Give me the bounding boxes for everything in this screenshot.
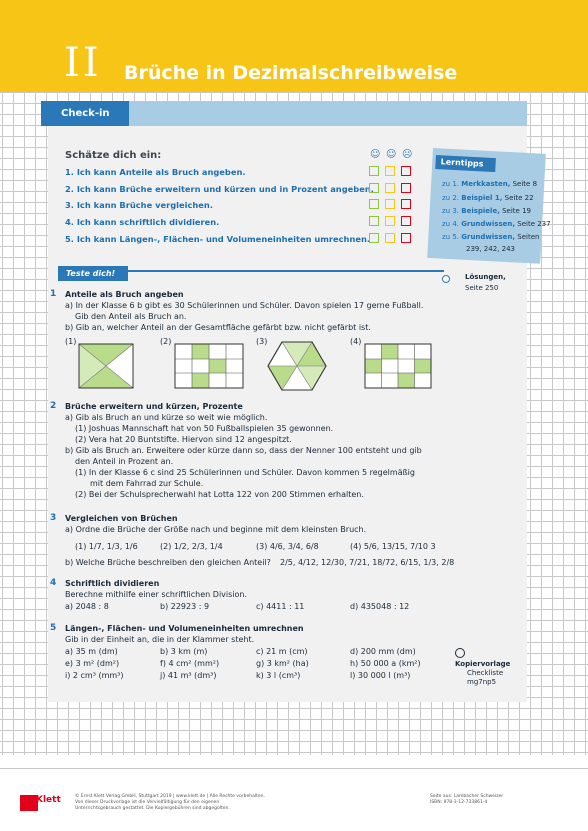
rating-checkbox[interactable]	[385, 216, 395, 226]
fraction-list: 2/5, 4/12, 12/30, 7/21, 18/72, 6/15, 1/3, 2/8	[280, 558, 455, 567]
fraction-group: (3) 4/6, 3/4, 6/8	[256, 542, 319, 551]
unit-item: k) 3 l (cm³)	[256, 671, 301, 680]
chapter-header	[0, 0, 588, 92]
copyright-text: © Ernst Klett Verlag GmbH, Stuttgart 2019 | www.klett.de | Alle Rechte vorbehalten. Von dieser Druckvorlage ist die Vervielfältigung für den eigenen Unterrichtsgebrauch gestattet. Die Kopiergebühren sind abgegolten.	[75, 794, 265, 811]
happy-smiley-icon: ☺	[370, 149, 381, 160]
sad-smiley-icon: ☹	[402, 149, 413, 160]
checkin-label: Check-in	[41, 101, 129, 126]
task-text: b) Welche Brüche beschreiben den gleichen Anteil?	[65, 558, 271, 567]
kopiervorlage-link[interactable]: Kopiervorlage Checkliste mg7np5	[455, 648, 515, 687]
teste-dot	[442, 275, 450, 283]
task-text: a) Gib als Bruch an und kürze so weit wie möglich.	[65, 413, 268, 422]
grid-figure	[174, 343, 244, 389]
division-item: d) 435048 : 12	[350, 602, 410, 611]
lerntipp-item: zu 1. Merkkasten, Seite 8	[442, 180, 538, 188]
rating-checkbox[interactable]	[369, 166, 379, 176]
unit-item: c) 21 m (cm)	[256, 647, 308, 656]
task-title: Anteile als Bruch angeben	[65, 290, 184, 299]
rating-checkbox[interactable]	[369, 233, 379, 243]
selfcheck-item: 4. Ich kann schriftlich dividieren.	[65, 217, 220, 227]
task-text: (1) Joshuas Mannschaft hat von 50 Fußballspielen 35 gewonnen.	[75, 424, 334, 433]
task-title: Längen-, Flächen- und Volumeneinheiten umrechnen	[65, 624, 304, 633]
chapter-number: II	[64, 40, 102, 86]
selfcheck-item: 5. Ich kann Längen-, Flächen- und Volumeneinheiten umrechnen.	[65, 234, 371, 244]
task-text: (1) In der Klasse 6 c sind 25 Schülerinnen und Schüler. Davon kommen 5 regelmäßig	[75, 468, 415, 477]
figure-label: (3)	[256, 337, 268, 346]
rating-checkbox[interactable]	[401, 183, 411, 193]
rating-checkbox[interactable]	[401, 233, 411, 243]
unit-item: h) 50 000 a (km²)	[350, 659, 421, 668]
selfcheck-title: Schätze dich ein:	[65, 150, 162, 161]
task-number: 4	[50, 578, 57, 588]
fraction-group: (2) 1/2, 2/3, 1/4	[160, 542, 223, 551]
task-text: Gib den Anteil als Bruch an.	[75, 312, 187, 321]
unit-item: j) 41 m³ (dm³)	[160, 671, 217, 680]
lerntipp-item: zu 4. Grundwissen, Seite 237	[442, 220, 551, 228]
unit-item: l) 30 000 l (m³)	[350, 671, 411, 680]
task-text: (2) Bei der Schulsprecherwahl hat Lotta 122 von 200 Stimmen erhalten.	[75, 490, 364, 499]
loesungen-link[interactable]: Lösungen, Seite 250	[465, 273, 506, 292]
task-title: Vergleichen von Brüchen	[65, 514, 178, 523]
selfcheck-item: 1. Ich kann Anteile als Bruch angeben.	[65, 167, 246, 177]
unit-item: d) 200 mm (dm)	[350, 647, 416, 656]
smiley-row	[369, 149, 415, 161]
task-text: Berechne mithilfe einer schriftlichen Division.	[65, 590, 248, 599]
unit-item: e) 3 m² (dm²)	[65, 659, 120, 668]
unit-item: f) 4 cm² (mm²)	[160, 659, 220, 668]
figure-label: (2)	[160, 337, 172, 346]
division-item: c) 4411 : 11	[256, 602, 305, 611]
unit-item: b) 3 km (m)	[160, 647, 208, 656]
unit-item: a) 35 m (dm)	[65, 647, 118, 656]
teste-label: Teste dich!	[58, 266, 128, 281]
rating-checkbox[interactable]	[369, 183, 379, 193]
task-text: mit dem Fahrrad zur Schule.	[90, 479, 204, 488]
task-number: 5	[50, 623, 57, 633]
task-text: Gib in der Einheit an, die in der Klammer steht.	[65, 635, 255, 644]
page-footer	[0, 755, 588, 831]
division-item: b) 22923 : 9	[160, 602, 210, 611]
task-number: 2	[50, 401, 57, 411]
division-item: a) 2048 : 8	[65, 602, 109, 611]
klett-logo-text: Klett	[36, 795, 61, 805]
task-title: Schriftlich dividieren	[65, 579, 160, 588]
figure-label: (4)	[350, 337, 362, 346]
fraction-group: (1) 1/7, 1/3, 1/6	[75, 542, 138, 551]
fraction-group: (4) 5/6, 13/15, 7/10 3	[350, 542, 436, 551]
lerntipp-item: zu 2. Beispiel 1, Seite 22	[442, 194, 534, 202]
globe-icon	[455, 648, 465, 658]
task-text: (2) Vera hat 20 Buntstifte. Hiervon sind 12 angespitzt.	[75, 435, 292, 444]
square-figure	[78, 343, 134, 389]
lerntipp-extra: 239, 242, 243	[466, 245, 515, 253]
neutral-smiley-icon: ☺	[386, 149, 397, 160]
rating-checkbox[interactable]	[385, 199, 395, 209]
selfcheck-item: 3. Ich kann Brüche vergleichen.	[65, 200, 213, 210]
task-text: a) Ordne die Brüche der Größe nach und beginne mit dem kleinsten Bruch.	[65, 525, 367, 534]
unit-item: g) 3 km² (ha)	[256, 659, 309, 668]
unit-item: i) 2 cm³ (mm³)	[65, 671, 124, 680]
task-text: b) Gib an, welcher Anteil an der Gesamtfläche gefärbt bzw. nicht gefärbt ist.	[65, 323, 371, 332]
chapter-title: Brüche in Dezimalschreibweise	[124, 62, 458, 84]
task-text: a) In der Klasse 6 b gibt es 30 Schülerinnen und Schüler. Davon spielen 17 gerne Fußball.	[65, 301, 424, 310]
hexagon-figure	[266, 340, 328, 392]
task-number: 3	[50, 513, 57, 523]
rating-checkbox[interactable]	[401, 166, 411, 176]
rating-checkbox[interactable]	[385, 233, 395, 243]
task-text: b) Gib als Bruch an. Erweitere oder kürze dann so, dass der Nenner 100 entsteht und gib	[65, 446, 422, 455]
task-number: 1	[50, 289, 57, 299]
rating-checkbox[interactable]	[385, 183, 395, 193]
rating-checkbox[interactable]	[401, 216, 411, 226]
lerntipp-item: zu 3. Beispiele, Seite 19	[442, 207, 531, 215]
lerntipps-title: Lerntipps	[435, 155, 496, 172]
task-text: den Anteil in Prozent an.	[75, 457, 174, 466]
lerntipp-item: zu 5. Grundwissen, Seiten	[442, 233, 540, 241]
footer-divider	[0, 768, 588, 769]
rating-checkbox[interactable]	[385, 166, 395, 176]
rating-checkbox[interactable]	[401, 199, 411, 209]
book-info: Seite aus: Lambacher Schweizer ISBN: 978-3-12-733861-4	[430, 794, 504, 805]
task-title: Brüche erweitern und kürzen, Prozente	[65, 402, 243, 411]
grid-figure	[364, 343, 432, 389]
selfcheck-item: 2. Ich kann Brüche erweitern und kürzen und in Prozent angeben.	[65, 184, 374, 194]
rating-checkbox[interactable]	[369, 216, 379, 226]
rating-checkbox[interactable]	[369, 199, 379, 209]
figure-label: (1)	[65, 337, 77, 346]
